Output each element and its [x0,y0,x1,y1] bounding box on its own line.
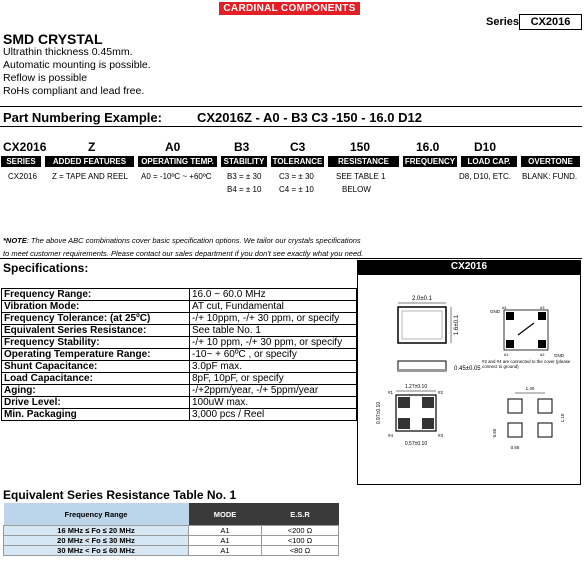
esr-header-esr: E.S.R [262,503,339,526]
table-row: 30 MHz < Fo ≤ 60 MHz A1 <80 Ω [4,546,339,556]
product-title: SMD CRYSTAL [3,31,103,47]
dim-land-height: 1.10 [560,413,565,423]
svg-text:#2: #2 [438,390,444,395]
package-drawing [358,275,580,484]
divider [0,126,582,127]
part-numbering-example: CX2016Z - A0 - B3 C3 -150 - 16.0 D12 [197,110,422,125]
spec-row: Min. Packaging 3,000 pcs / Reel [2,409,357,421]
code-series: CX2016 [3,140,47,154]
value-overtone: BLANK: FUND. [522,172,578,181]
package-diagram [357,274,581,485]
dim-width: 1.6±0.1 [454,315,460,335]
esr-header-frequency: Frequency Range [4,503,189,526]
specifications-table [1,288,357,421]
gnd-label: GND [554,353,564,358]
header-stability: STABILITY [221,156,267,167]
code-added-features: Z [88,140,96,154]
spec-row: Drive Level: 100uW max. [2,397,357,409]
header-operating-temp: OPERATING TEMP. [138,156,217,167]
value-stability-2: B4 = ± 10 [227,185,262,194]
value-operating-temp: A0 = -10ºC ~ +60ºC [141,172,212,181]
svg-text:#1: #1 [388,390,394,395]
specifications-title: Specifications: [3,261,89,275]
pin-note: #2 and #4 are connected to the cover (please connect to ground) [482,359,571,369]
table-row: 16 MHz ≤ Fo ≤ 20 MHz A1 <200 Ω [4,526,339,536]
gnd-label: GND [490,309,500,314]
dim-pad-height: 0.97±0.10 [376,401,382,425]
header-resistance: RESISTANCE [328,156,399,167]
spec-row: Equivalent Series Resistance: See table No. 1 [2,325,357,337]
dim-length: 2.0±0.1 [412,296,432,302]
divider [0,106,582,107]
value-added-features: Z = TAPE AND REEL [52,172,128,181]
value-resistance: SEE TABLE 1 [336,172,386,181]
note-line-1 [3,236,361,245]
spec-row: Shunt Capacitance: 3.0pF max. [2,361,357,373]
header-added-features: ADDED FEATURES [45,156,134,167]
esr-table [3,503,339,556]
divider [0,258,582,259]
feature-item: Reflow is possible [3,72,88,84]
svg-text:#4: #4 [502,305,507,310]
code-operating-temp: A0 [165,140,181,154]
feature-item: RoHs compliant and lead free. [3,85,145,97]
dim-height: 0.45±0.05 [454,366,481,372]
spec-row: Frequency Range: 16.0 ~ 60.0 MHz [2,289,357,301]
land-pad [508,399,522,413]
part-numbering-label: Part Numbering Example: [3,110,162,125]
dim-pad-gap: 0.57±0.10 [404,441,428,447]
spec-row: Aging: -/+2ppm/year, -/+ 5ppm/year [2,385,357,397]
value-tolerance-2: C4 = ± 10 [279,185,314,194]
esr-table-title: Equivalent Series Resistance Table No. 1 [3,488,237,502]
dim-land-bottom: 0.65 [510,445,520,450]
spec-row: Vibration Mode: AT cut, Fundamental [2,301,357,313]
note-text: : The above ABC combinations cover basic specification options. We tailor our crystals specifications [26,236,361,245]
top-view [398,307,446,343]
svg-text:#4: #4 [388,433,394,438]
header-load-cap: LOAD CAP. [461,156,517,167]
brand-banner: CARDINAL COMPONENTS [219,2,360,15]
feature-item: Ultrathin thickness 0.45mm. [3,46,133,58]
spec-row: Frequency Tolerance: (at 25ºC) -/+ 10ppm, -/+ 30 ppm, or specify [2,313,357,325]
table-row: 20 MHz < Fo ≤ 30 MHz A1 <100 Ω [4,536,339,546]
land-pad [508,423,522,437]
header-series: SERIES [1,156,41,167]
esr-header-row [4,503,339,526]
spec-row: Operating Temperature Range: -10~ + 60ºC , or specify [2,349,357,361]
land-pad [538,399,552,413]
header-tolerance: TOLERANCE [272,157,323,166]
svg-text:#1: #1 [504,352,509,357]
spec-row: Load Capacitance: 8pF, 10pF, or specify [2,373,357,385]
code-frequency: 16.0 [416,140,440,154]
dim-pad-width: 1.27±0.10 [404,384,428,390]
code-tolerance: C3 [290,140,306,154]
land-pad [538,423,552,437]
series-label: Series [486,16,520,28]
feature-item: Automatic mounting is possible. [3,59,151,71]
header-overtone: OVERTONE [521,156,580,167]
code-load-cap: D10 [474,140,497,154]
svg-text:#2: #2 [540,352,545,357]
series-value: CX2016 [519,14,582,30]
value-tolerance: C3 = ± 30 [279,172,314,181]
esr-header-mode: MODE [189,503,262,526]
dim-land-width: 1.40 [525,386,535,391]
note-label: *NOTE [3,236,27,245]
svg-text:#3: #3 [438,433,444,438]
code-resistance: 150 [350,140,371,154]
value-series: CX2016 [8,172,37,181]
code-stability: B3 [234,140,250,154]
header-frequency: FREQUENCY [404,157,456,166]
value-stability: B3 = ± 30 [227,172,262,181]
value-load-cap: D8, D10, ETC. [459,172,512,181]
note-line-2: to meet customer requirements. Please contact our sales department if you don't see exactly what you need. [3,249,364,258]
diagram-title: CX2016 [357,260,581,274]
svg-text:#3: #3 [540,305,545,310]
dim-land-side: 0.65 [492,428,497,438]
value-resistance-2: BELOW [342,185,371,194]
spec-row: Frequency Stability: -/+ 10 ppm, -/+ 30 ppm, or specify [2,337,357,349]
